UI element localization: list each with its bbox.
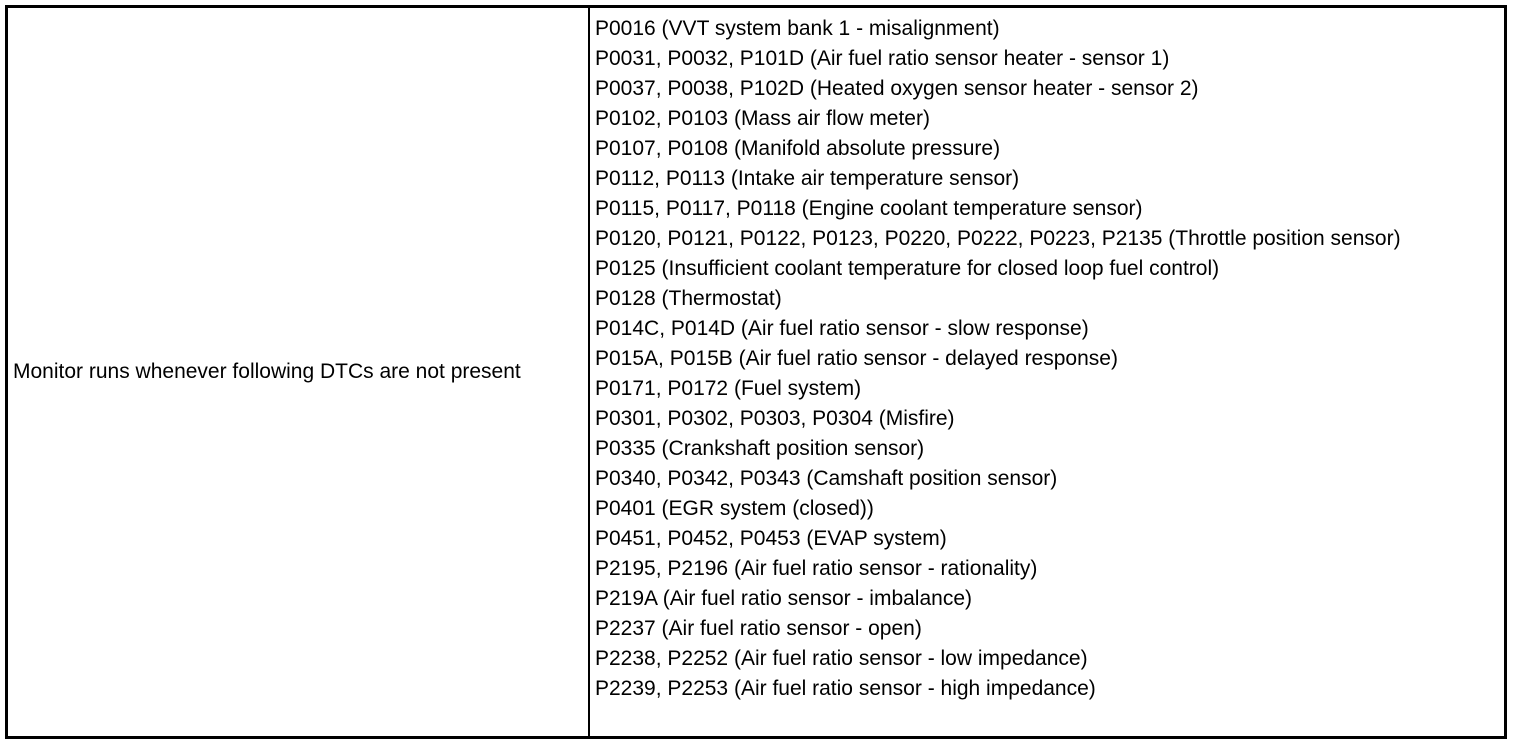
dtc-list-item: P0301, P0302, P0303, P0304 (Misfire)	[595, 407, 955, 430]
dtc-list-item: P2195, P2196 (Air fuel ratio sensor - rationality)	[595, 557, 1038, 580]
dtc-list-item: P0451, P0452, P0453 (EVAP system)	[595, 527, 947, 550]
dtc-list-item: P2239, P2253 (Air fuel ratio sensor - high impedance)	[595, 677, 1096, 700]
dtc-list-item: P0171, P0172 (Fuel system)	[595, 377, 862, 400]
dtc-list-item: P0107, P0108 (Manifold absolute pressure)	[595, 137, 1001, 160]
dtc-list-item: P2238, P2252 (Air fuel ratio sensor - low impedance)	[595, 647, 1088, 670]
dtc-list-item: P0016 (VVT system bank 1 - misalignment)	[595, 17, 1000, 40]
dtc-condition-table	[5, 5, 1507, 739]
dtc-list-item: P0125 (Insufficient coolant temperature for closed loop fuel control)	[595, 257, 1220, 280]
dtc-list-item: P0128 (Thermostat)	[595, 287, 782, 310]
dtc-list-item: P0335 (Crankshaft position sensor)	[595, 437, 925, 460]
condition-cell	[8, 8, 590, 736]
condition-text: Monitor runs whenever following DTCs are not present	[13, 360, 521, 383]
dtc-list-item: P2237 (Air fuel ratio sensor - open)	[595, 617, 922, 640]
dtc-list-item: P0037, P0038, P102D (Heated oxygen sensor heater - sensor 2)	[595, 77, 1199, 100]
dtc-list-item: P015A, P015B (Air fuel ratio sensor - delayed response)	[595, 347, 1118, 370]
dtc-list-cell	[590, 8, 1504, 736]
dtc-list-item: P0031, P0032, P101D (Air fuel ratio sensor heater - sensor 1)	[595, 47, 1170, 70]
dtc-list-item: P219A (Air fuel ratio sensor - imbalance)	[595, 587, 973, 610]
dtc-list-item: P0340, P0342, P0343 (Camshaft position sensor)	[595, 467, 1058, 490]
dtc-list-item: P0120, P0121, P0122, P0123, P0220, P0222, P0223, P2135 (Throttle position sensor)	[595, 227, 1401, 250]
dtc-list-item: P014C, P014D (Air fuel ratio sensor - slow response)	[595, 317, 1089, 340]
dtc-list-item: P0102, P0103 (Mass air flow meter)	[595, 107, 930, 130]
dtc-list-item: P0112, P0113 (Intake air temperature sensor)	[595, 167, 1020, 190]
dtc-list	[595, 14, 1496, 704]
dtc-list-item: P0401 (EGR system (closed))	[595, 497, 874, 520]
dtc-list-item: P0115, P0117, P0118 (Engine coolant temperature sensor)	[595, 197, 1143, 220]
